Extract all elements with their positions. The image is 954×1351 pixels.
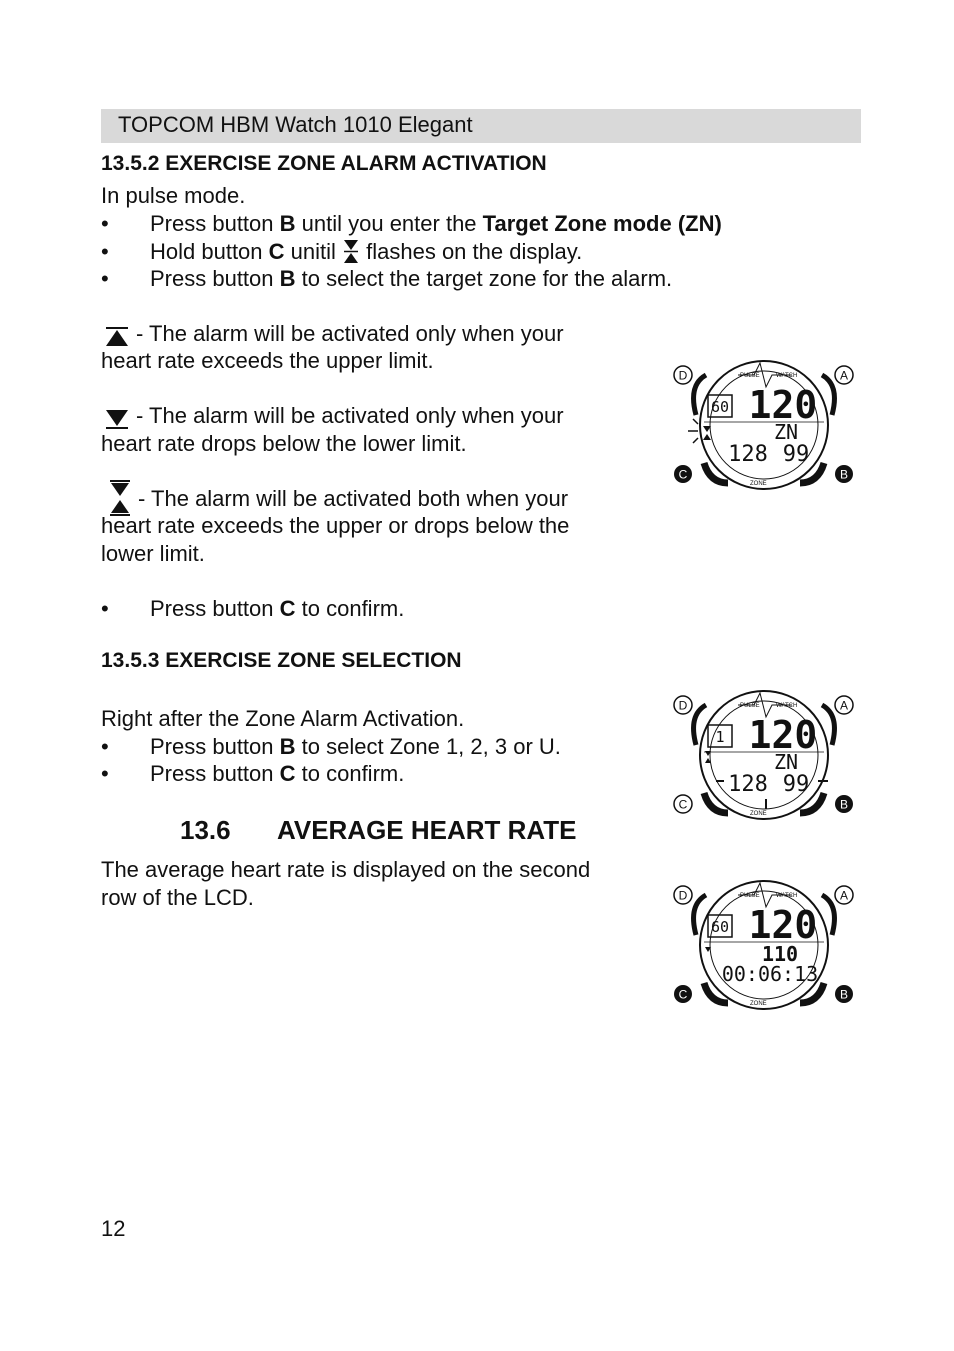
bullet-marker: • (101, 211, 109, 236)
watch-button-a (835, 366, 853, 384)
lcd-row2: ZN (773, 750, 799, 774)
section-number: 13.6 (180, 815, 231, 845)
watch-button-d (674, 886, 692, 904)
intro-text: In pulse mode. (101, 183, 246, 208)
bullet-item: Press button B until you enter the Target Zone mode (ZN) (150, 211, 722, 236)
ring-label-zone: ZONE (750, 1001, 767, 1007)
svg-text:A: A (839, 698, 849, 713)
section-title: AVERAGE HEART RATE (277, 815, 577, 845)
bullet-item: Press button C to confirm. (150, 596, 405, 621)
upper-limit-text: - The alarm will be activated only when your (136, 321, 564, 346)
bullet-item: Press button B to select the target zone for the alarm. (150, 266, 673, 291)
lower-limit-text-cont: heart rate drops below the lower limit. (101, 431, 467, 456)
lcd-box-value: 1 (715, 728, 725, 746)
watch-button-a (835, 696, 853, 714)
lcd-box-value: 60 (710, 398, 730, 416)
svg-text:A: A (839, 888, 849, 903)
svg-text:D: D (678, 888, 688, 903)
watch-illustration-zone-alarm (668, 355, 860, 495)
lcd-row3: 00:06:13 (721, 962, 819, 986)
bullet-marker: • (101, 596, 109, 621)
watch-illustration-zone-selection (668, 685, 860, 825)
ring-label-watch: WATCH (776, 893, 798, 899)
body-text: The average heart rate is displayed on the second (101, 857, 591, 882)
lcd-row2: 110 (761, 942, 799, 966)
upper-limit-icon (104, 326, 130, 348)
svg-text:D: D (678, 698, 688, 713)
watch-illustration-average-heart-rate (668, 875, 860, 1015)
both-limits-text-cont: heart rate exceeds the upper or drops below the (101, 513, 570, 538)
svg-text:A: A (839, 368, 849, 383)
bullet-item: Press button B to select Zone 1, 2, 3 or U. (150, 734, 561, 759)
lcd-main-value: 120 (748, 713, 818, 757)
lcd-row2: ZN (773, 420, 799, 444)
body-text: row of the LCD. (101, 885, 254, 910)
up-down-alarm-icon (342, 238, 360, 266)
both-limits-text-cont: lower limit. (101, 541, 205, 566)
watch-button-c (674, 465, 692, 483)
watch-button-d (674, 366, 692, 384)
watch-button-b (835, 985, 853, 1003)
svg-text:C: C (678, 467, 688, 482)
ring-label-watch: WATCH (776, 373, 798, 379)
watch-button-b (835, 465, 853, 483)
watch-button-c (674, 985, 692, 1003)
svg-text:C: C (678, 797, 688, 812)
watch-button-d (674, 696, 692, 714)
watch-button-b (835, 795, 853, 813)
lcd-row3-left: 128 (728, 442, 768, 467)
svg-text:C: C (678, 987, 688, 1002)
lower-limit-text: - The alarm will be activated only when your (136, 403, 564, 428)
document-title: TOPCOM HBM Watch 1010 Elegant (118, 112, 473, 137)
lcd-row3-right: 99 (782, 442, 810, 467)
lcd-box-value: 60 (710, 918, 730, 936)
bullet-item: Hold button C unitil flashes on the display. (150, 239, 583, 264)
lower-limit-icon (104, 408, 130, 430)
bullet-marker: • (101, 266, 109, 291)
lcd-main-value: 120 (748, 903, 818, 947)
page-number: 12 (101, 1216, 126, 1241)
svg-text:B: B (839, 797, 849, 812)
ring-label-pulse: PULSE (740, 893, 760, 899)
bullet-marker: • (101, 761, 109, 786)
svg-text:D: D (678, 368, 688, 383)
lcd-row3-right: 99 (782, 772, 810, 797)
bullet-item: Press button C to confirm. (150, 761, 405, 786)
bullet-marker: • (101, 239, 109, 264)
ring-label-watch: WATCH (776, 703, 798, 709)
intro-text: Right after the Zone Alarm Activation. (101, 706, 465, 731)
svg-text:B: B (839, 987, 849, 1002)
ring-label-pulse: PULSE (740, 703, 760, 709)
svg-text:B: B (839, 467, 849, 482)
watch-button-a (835, 886, 853, 904)
lcd-row3-left: 128 (728, 772, 768, 797)
ring-label-zone: ZONE (750, 481, 767, 487)
section-heading-13-5-3: 13.5.3 EXERCISE ZONE SELECTION (101, 649, 462, 672)
ring-label-zone: ZONE (750, 811, 767, 817)
ring-label-pulse: PULSE (740, 373, 760, 379)
both-limits-text: - The alarm will be activated both when your (138, 486, 569, 511)
section-heading-13-5-2: 13.5.2 EXERCISE ZONE ALARM ACTIVATION (101, 152, 547, 175)
watch-button-c (674, 795, 692, 813)
upper-limit-text-cont: heart rate exceeds the upper limit. (101, 348, 434, 373)
bullet-marker: • (101, 734, 109, 759)
lcd-main-value: 120 (748, 383, 818, 427)
